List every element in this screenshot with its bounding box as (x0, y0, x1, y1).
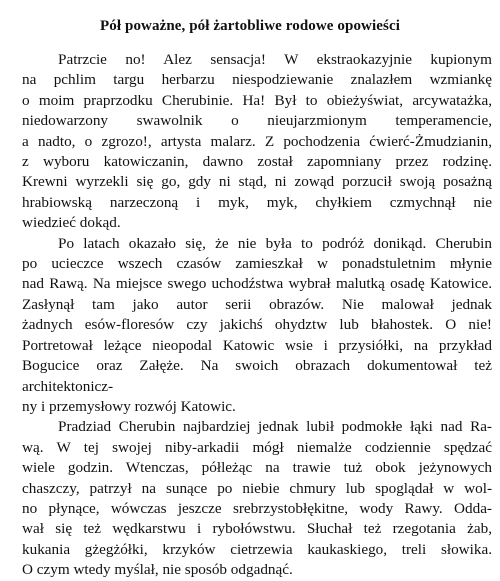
text-line: nad Rawą. Na miejsce swego uchodźstwa wybrał malutką osadę Katowice. (22, 275, 492, 293)
text-line: Pradziad Cherubin najbardziej jednak lubił podmokłe łąki nad Ra- (58, 418, 492, 436)
text-line: Portretował leżące nieopodal Katowic wsie i przysiółki, na przykład (22, 336, 492, 354)
text-line: Zasłynął tam jako autor serii obrazów. Nie malował jednak (22, 295, 492, 313)
text-line: wiele godzin. Wtenczas, półleżąc na trawie tuż obok jeżynowych (22, 459, 492, 477)
text-line: a nadto, o zgrozo!, artysta malarz. Z pochodzenia ćwierć-Żmudzianin, (22, 132, 492, 150)
text-line: chaszczy, patrzył na sunące po niebie chmury lub spoglądał w wol- (22, 479, 492, 497)
text-line: o moim praprzodku Cherubinie. Ha! Był to obieżyświat, arcywatażka, (22, 91, 492, 109)
text-line: Patrzcie no! Alez sensacja! W ekstraokazyjnie kupionym (58, 51, 492, 68)
paragraph (22, 417, 492, 580)
text-line: hrabiowską narzeczoną i myk, myk, chyłkiem czmychnął nie (22, 193, 492, 211)
body-text (22, 50, 492, 581)
paragraph (22, 234, 492, 418)
text-line: kukania gżegżółki, krzyków cietrzewia kaukaskiego, treli słowika. (22, 540, 492, 558)
text-line: z wyboru katowiczanin, dawno został zapomniany przez rodzinę. (22, 153, 492, 171)
text-line: O czym wtedy myślał, nie sposób odgadnąć. (22, 561, 293, 579)
text-line: po ucieczce wszech czasów zamieszkał w ponadstuletnim młynie (22, 255, 492, 273)
text-line: wiedzieć dokąd. (22, 214, 121, 232)
text-line: niedowarzony swawolnik o nieujarzmionym temperamencie, (22, 112, 492, 130)
text-line: Krewni wyrzekli się go, gdy ni stąd, ni zowąd porzucił swoją posażną (22, 173, 492, 191)
paragraph (22, 50, 492, 234)
text-line: Bogucice oraz Załęże. Na swoich obrazach dokumentował też architektonicz- (22, 357, 492, 395)
text-line: żadnych esów-floresów czy jakichś ohydztw lub błahostek. O nie! (22, 316, 492, 334)
text-line: wą. W tej swojej niby-arkadii mógł niemalże codziennie spędzać (22, 438, 492, 456)
text-line: Po latach okazało się, że nie była to podróż donikąd. Cherubin (58, 234, 492, 252)
text-line: no płynące, wówczas jeszcze srebrzystobłękitne, wody Rawy. Odda- (22, 499, 492, 517)
text-line: ny i przemysłowy rozwój Katowic. (22, 397, 236, 415)
page-title: Pół poważne, pół żartobliwe rodowe opowieści (100, 18, 400, 34)
text-line: na pchlim targu herbarzu niespodziewanie znalazłem wzmiankę (22, 71, 492, 89)
text-line: wał się też wędkarstwu i rybołówstwu. Słuchał też rzegotania żab, (22, 520, 492, 538)
